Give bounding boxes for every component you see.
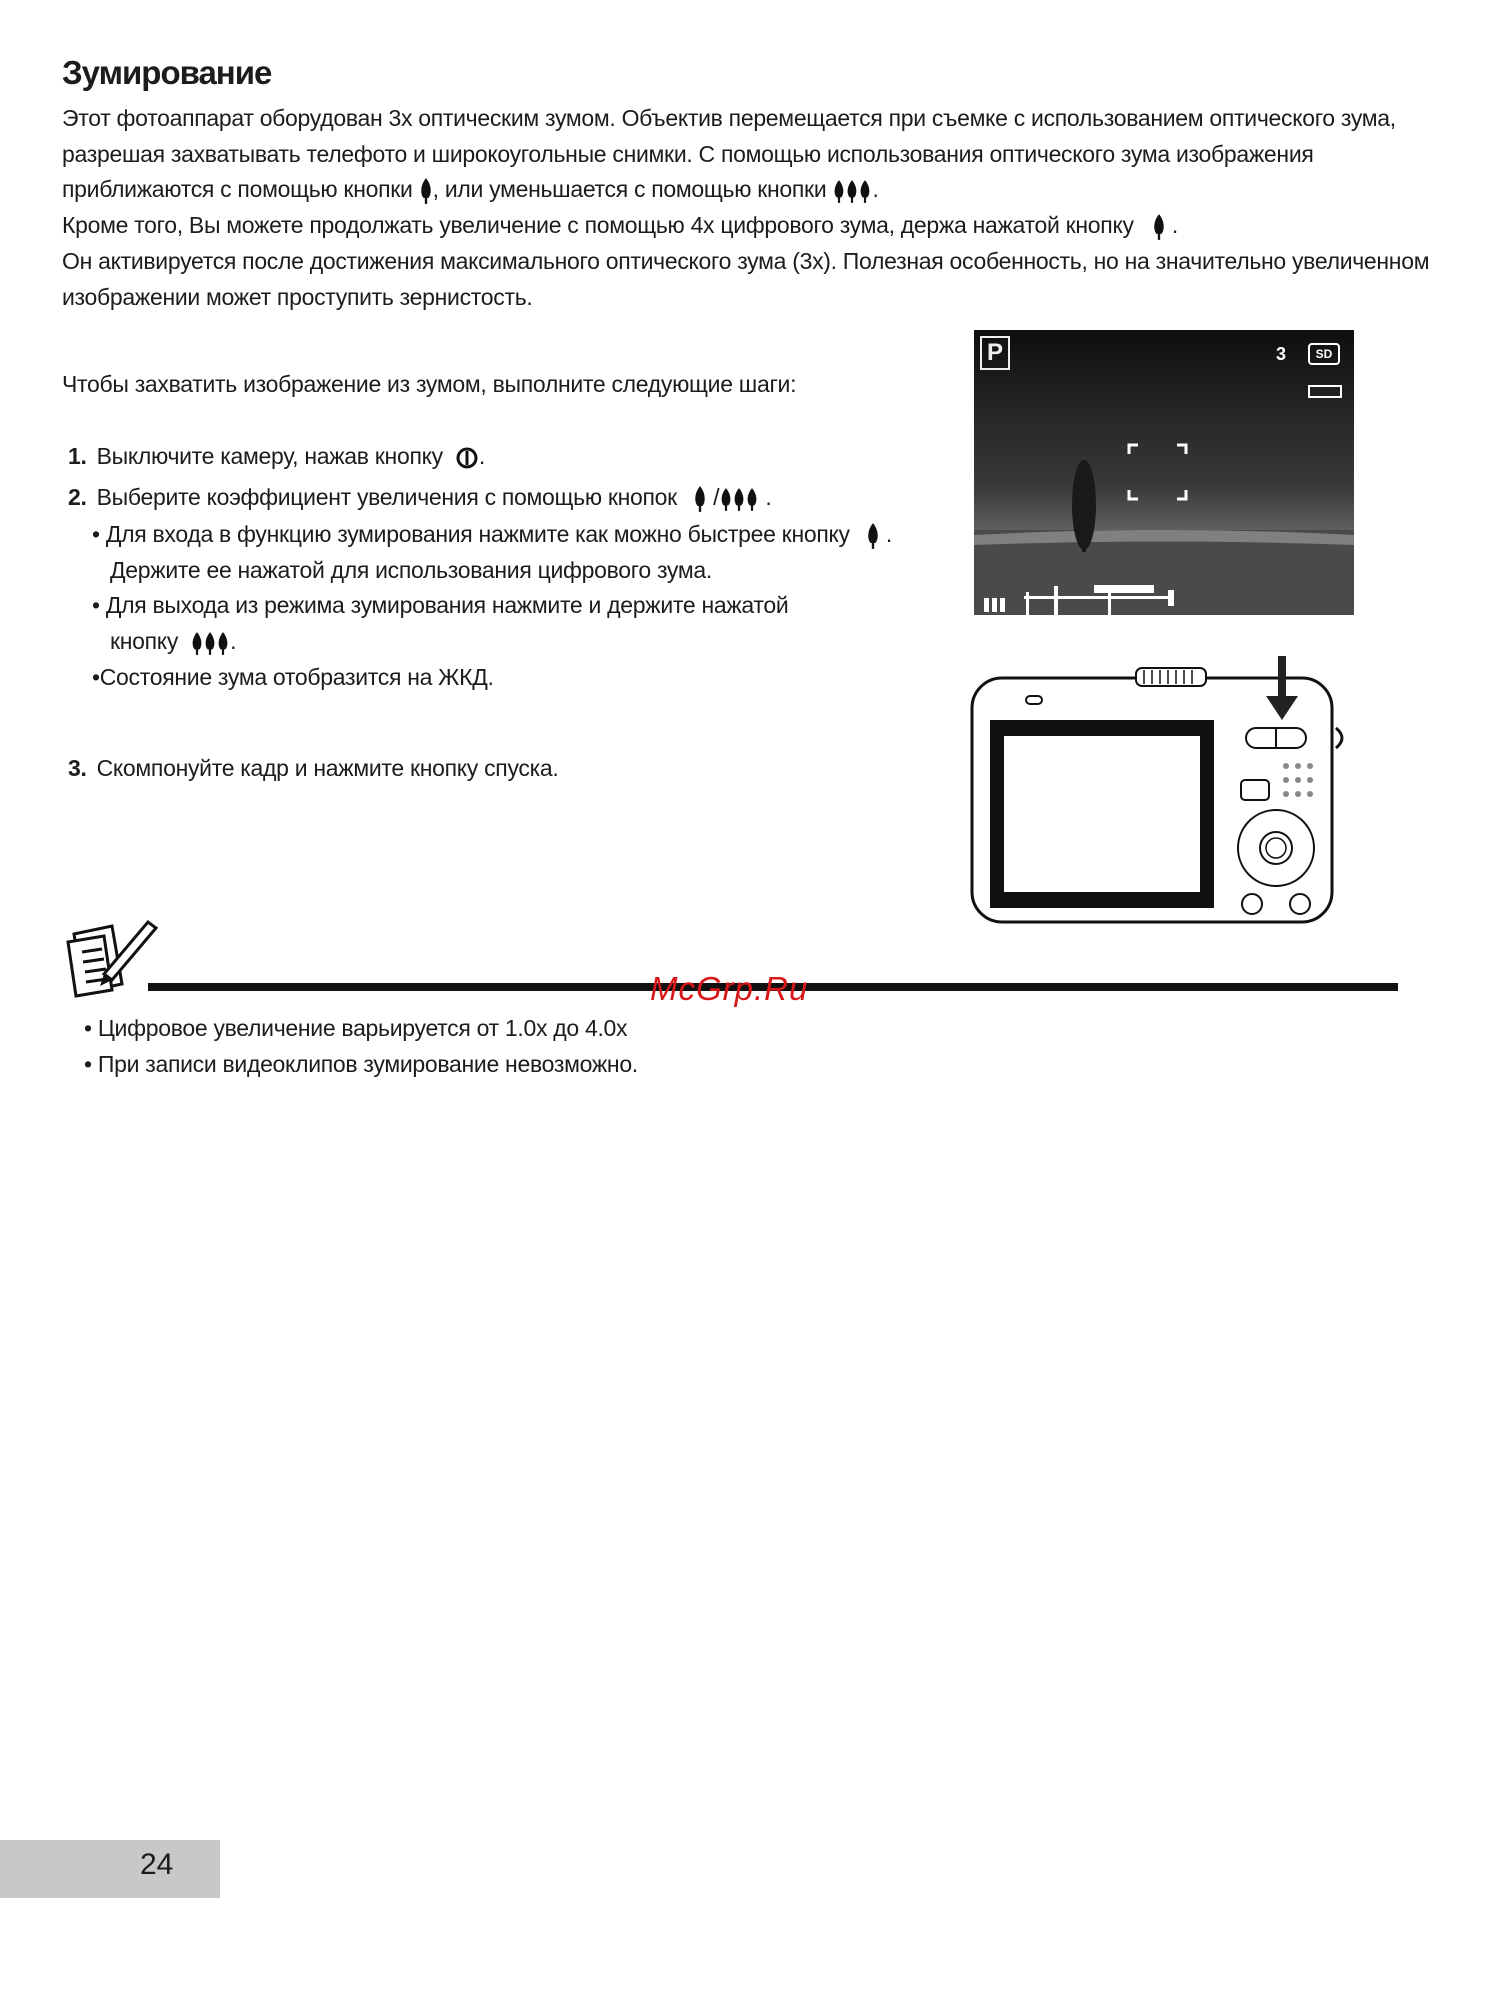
steps-intro: Чтобы захватить изображение из зумом, выполните следующие шаги: [62,371,797,397]
bullet-1-text: • Для входа в функцию зумирования нажмите как можно быстрее кнопку [92,521,850,547]
intro-line-3 [62,175,879,205]
step-2-number: 2. [68,484,87,510]
step-3-number: 3. [68,755,87,781]
step-3 [68,754,558,782]
step-2-bullet-2-cont [110,627,236,656]
step-2-bullet-2: • Для выхода из режима зумирования нажмите и держите нажатой [92,592,789,618]
note-item-2: • При записи видеоклипов зумирование невозможно. [84,1051,638,1077]
step-2 [68,483,771,513]
power-icon [455,446,479,470]
step-2-bullet-1-cont: Держите ее нажатой для использования цифрового зума. [110,557,712,583]
intro-line-3b: , или уменьшается с помощью кнопки [432,176,827,202]
bullet-2-end: . [230,628,237,654]
page-title: Зумирование [62,54,272,91]
intro-line-6: изображении может проступить зернистость. [62,284,533,310]
step-1 [68,442,485,470]
intro-line-5: Он активируется после достижения максимального оптического зума (3x). Полезная особенность, но на значительно увеличенном [62,248,1430,274]
zoom-wide-icon [719,486,759,512]
lcd-shot-count: 3 [1276,344,1287,364]
watermark: McGrp.Ru [650,970,809,1007]
intro-line-2: разрешая захватывать телефото и широкоугольные снимки. С помощью использования оптического зума изображения [62,141,1314,167]
bullet-2-text: кнопку [110,628,179,654]
intro-line-3c: . [872,176,879,202]
step-1-number: 1. [68,443,87,469]
step-2-text: Выберите коэффициент увеличения с помощью кнопок [96,484,677,510]
lcd-battery-icon [1308,385,1342,398]
lcd-scene [974,330,1354,615]
intro-line-4a: Кроме того, Вы можете продолжать увеличение с помощью 4x цифрового зума, держа нажатой кнопку [62,212,1134,238]
step-2-sep: / [713,484,720,510]
step-3-text: Скомпонуйте кадр и нажмите кнопку спуска. [96,755,559,781]
page-number-box [0,1840,220,1898]
step-2-bullet-3: •Состояние зума отобразится на ЖКД. [92,664,494,690]
step-1-end: . [478,443,486,469]
intro-line-3a: приближаются с помощью кнопки [62,176,413,202]
note-notepad-icon [64,914,160,998]
zoom-tele-icon [1152,213,1166,241]
zoom-wide-icon [832,178,872,204]
zoom-tele-icon [419,177,433,205]
intro-line-4 [62,211,1178,241]
lcd-mode-indicator: P [980,336,1010,370]
intro-line-1: Этот фотоаппарат оборудован 3x оптическим зумом. Объектив перемещается при съемке с использованием оптического зума, [62,105,1396,131]
zoom-tele-icon [693,485,707,513]
camera-back-illustration [966,648,1356,928]
intro-line-4b: . [1171,212,1178,238]
lcd-preview [974,330,1354,615]
page-number: 24 [140,1848,174,1881]
step-2-end: . [765,484,772,510]
step-2-bullet-1 [92,520,892,550]
lcd-sd-card-icon: SD [1308,343,1340,365]
step-1-text: Выключите камеру, нажав кнопку [96,443,443,469]
zoom-wide-icon [190,630,230,656]
bullet-1-end: . [885,521,892,547]
note-item-1: • Цифровое увеличение варьируется от 1.0x до 4.0x [84,1015,628,1041]
zoom-tele-icon [866,522,880,550]
